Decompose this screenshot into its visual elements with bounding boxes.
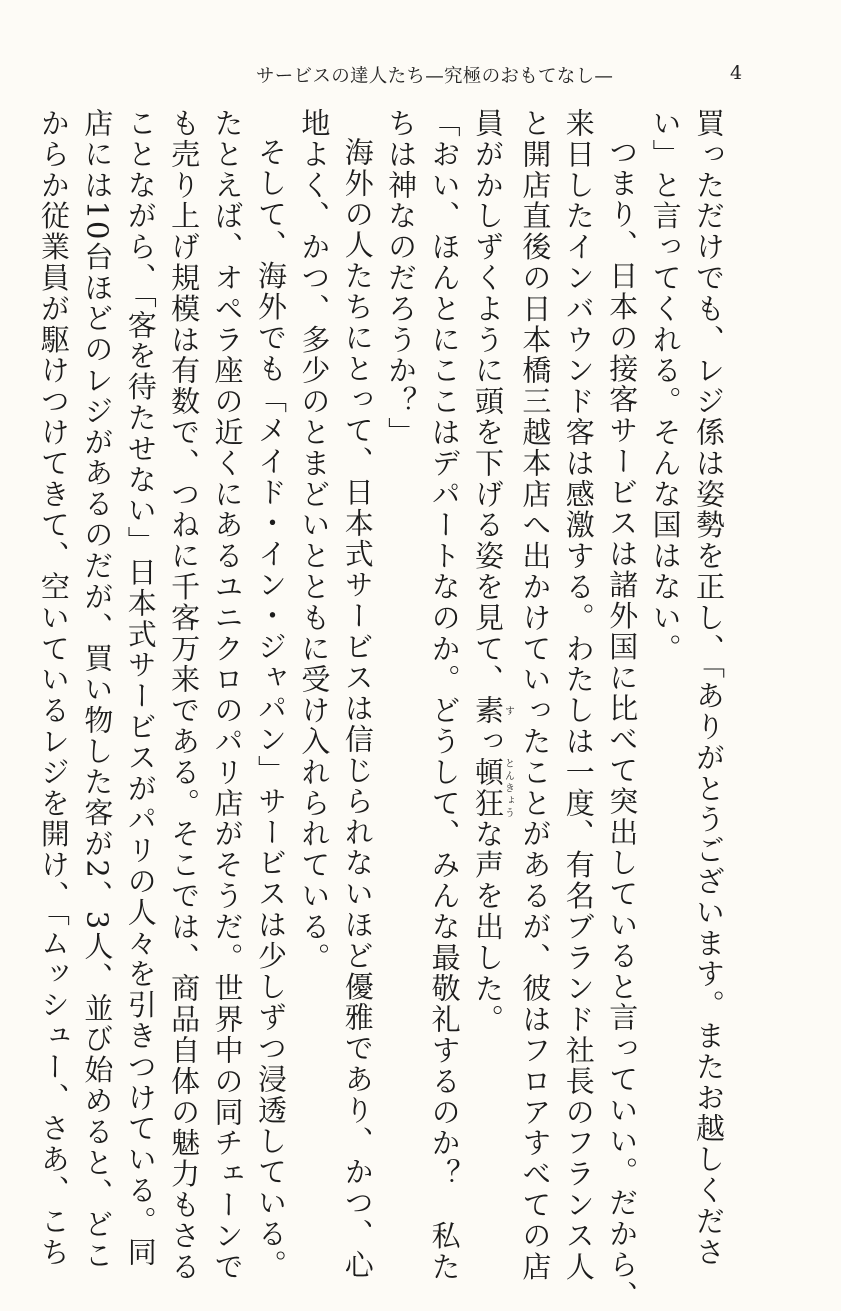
text-line-4: 来日したインバウンド客は感激する。わたしは一度、有名ブランド社長のフランス人 <box>561 108 596 1283</box>
furigana-su: す <box>502 695 514 727</box>
running-header: サービスの達人たち—究極のおもてなし— <box>256 66 614 87</box>
text-line-11: そして、海外でも「メイド・イン・ジャパン」サービスは少しずつ浸透している。 <box>253 137 288 1281</box>
text-line-10: 地よく、かつ、多少のとまどいとともに受け入れられている。 <box>297 108 332 974</box>
text-line-12: たとえば、オペラ座の近くにあるユニクロのパリ店がそうだ。世界中の同チェーンで <box>210 108 245 1283</box>
ruby-tonkyou: 頓狂とんきょう <box>470 756 514 819</box>
text-line-6-start: 員がかしずくように頭を下げる姿を見て、 <box>470 108 505 696</box>
text-line-15: 店には10台ほどのレジがあるのだが、買い物した客が2、3人、並び始めると、どこ <box>80 108 115 1271</box>
text-line-14: ことながら、「客を待たせない」日本式サービスがパリの人々を引きつけている。同 <box>123 108 158 1268</box>
text-line-7: 「おい、ほんとにここはデパートなのか。どうして、みんな最敬礼するのか？ 私た <box>427 108 462 1283</box>
page-number: 4 <box>730 62 743 84</box>
text-line-5: と開店直後の日本橋三越本店へ出かけていったことがあるが、彼はフロアすべての店 <box>518 108 553 1283</box>
text-line-13: も売り上げ規模は有数で、つねに千客万来である。そこでは、商品自体の魅力もさる <box>167 108 202 1283</box>
ruby-su: 素す <box>470 695 514 727</box>
text-line-1: 買っただけでも、レジ係は姿勢を正し、「ありがとうございます。またお越しくださ <box>692 108 726 1268</box>
text-line-6: 員がかしずくように頭を下げる姿を見て、素すっ頓狂とんきょうな声を出した。 <box>470 108 514 1036</box>
text-line-8: ちは神なのだろうか？」 <box>384 108 419 448</box>
text-line-3: つまり、日本の接客サービスは諸外国に比べて突出していると言っていい。だから、 <box>605 137 640 1311</box>
text-line-16: からか従業員が駆けつけてきて、空いているレジを開け、「ムッシュー、さあ、こち <box>36 108 71 1268</box>
furigana-tonkyou: とんきょう <box>502 756 514 819</box>
text-line-2: い」と言ってくれる。そんな国はない。 <box>648 108 683 665</box>
text-line-9: 海外の人たちにとって、日本式サービスは信じられないほど優雅であり、かつ、心 <box>340 137 375 1281</box>
vertical-body-text <box>36 108 730 1311</box>
